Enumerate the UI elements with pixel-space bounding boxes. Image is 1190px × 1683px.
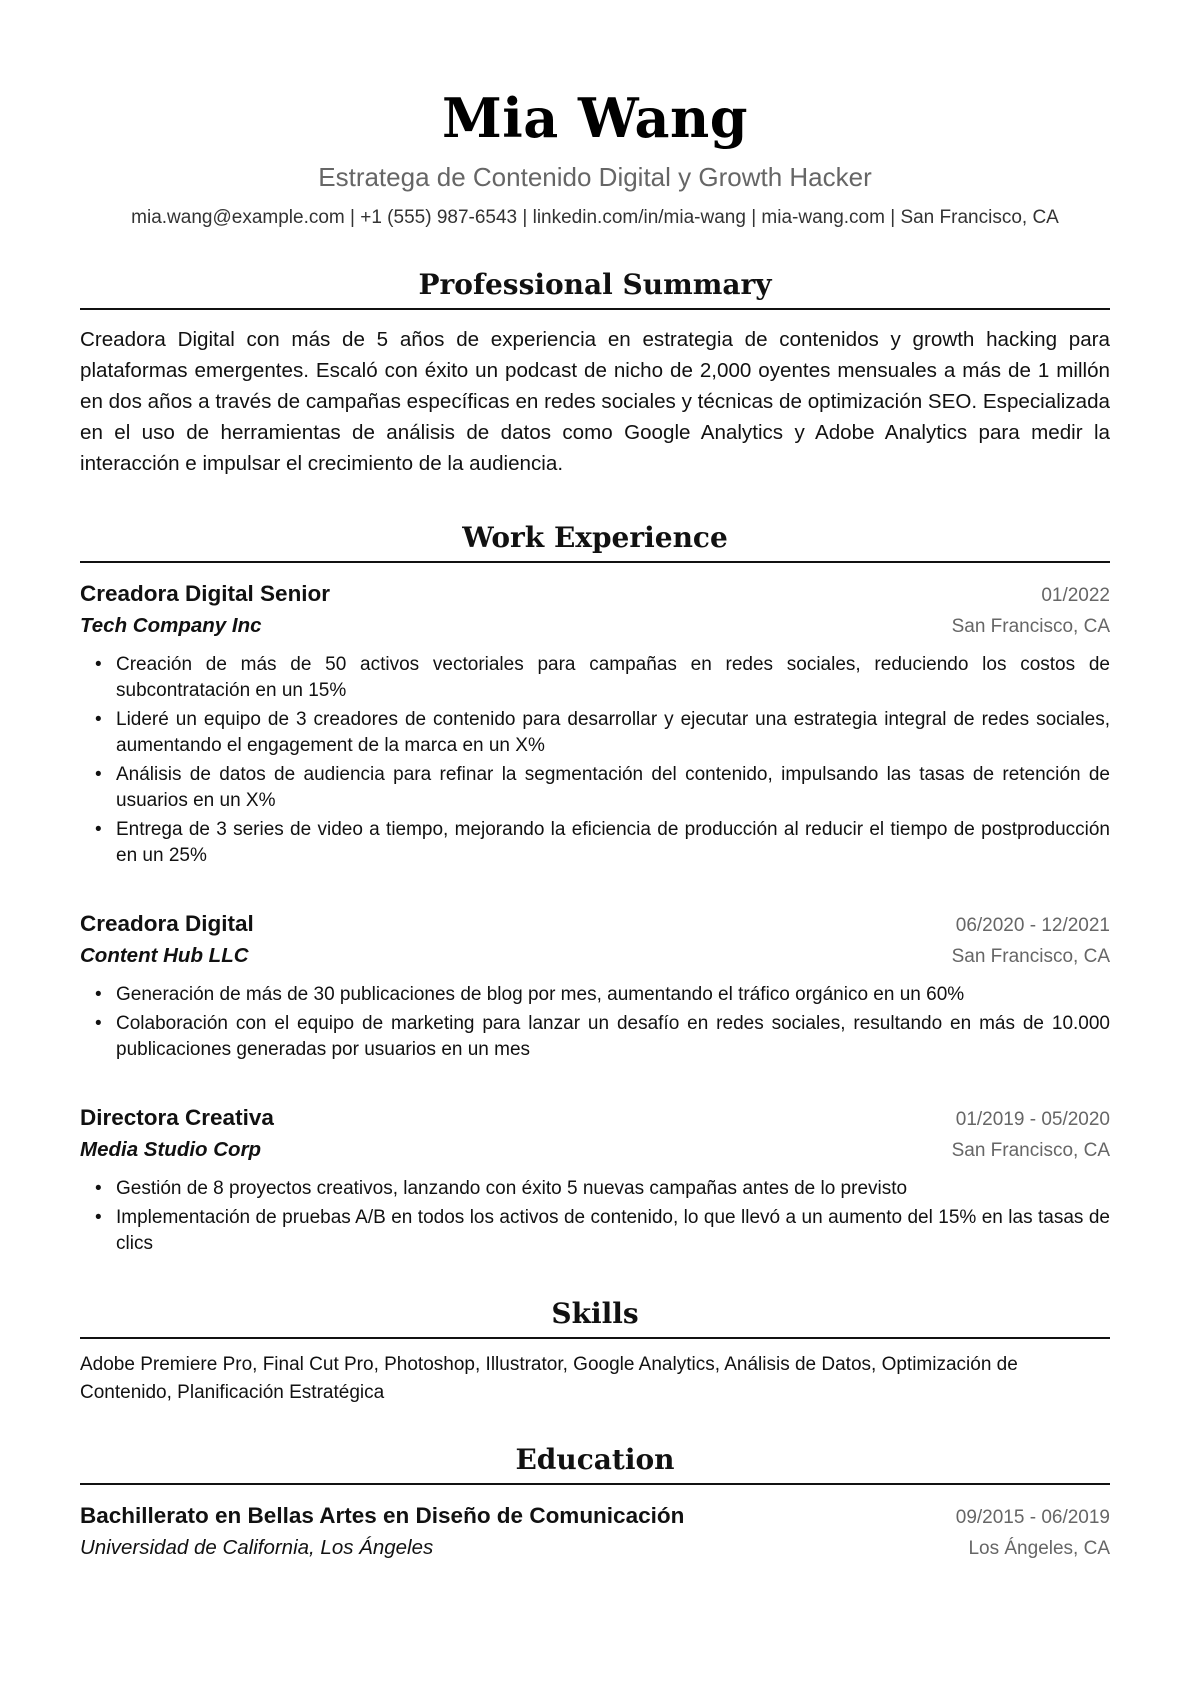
education-location: Los Ángeles, CA <box>968 1538 1110 1559</box>
job-bullet: • Entrega de 3 series de video a tiempo, mejorando la eficiencia de producción al reducir el tiempo de postproducción en un 25% <box>116 817 1110 869</box>
job-bullets <box>80 652 1110 869</box>
job-bullet: • Lideré un equipo de 3 creadores de contenido para desarrollar y ejecutar una estrategia integral de redes sociales, aumentando el engagement de la marca en un X% <box>116 707 1110 759</box>
summary-heading: Professional Summary <box>80 268 1110 310</box>
job-location: San Francisco, CA <box>951 616 1110 637</box>
job-entry <box>80 909 1110 1063</box>
skills-list: Adobe Premiere Pro, Final Cut Pro, Photoshop, Illustrator, Google Analytics, Análisis de Datos, Optimización de Contenido, Planificación Estratégica <box>80 1354 1018 1403</box>
job-title: Creadora Digital Senior <box>80 581 331 606</box>
job-bullet: • Análisis de datos de audiencia para refinar la segmentación del contenido, impulsando las tasas de retención de usuarios en un X% <box>116 762 1110 814</box>
job-date: 01/2022 <box>1041 585 1110 606</box>
job-entry <box>80 579 1110 869</box>
job-bullets <box>80 982 1110 1063</box>
summary-section <box>80 268 1110 479</box>
contact-line: mia.wang@example.com | +1 (555) 987-6543 | linkedin.com/in/mia-wang | mia-wang.com | San Francisco, CA <box>131 207 1059 228</box>
job-bullet: • Colaboración con el equipo de marketing para lanzar un desafío en redes sociales, resultando en más de 10.000 publicaciones generadas por usuarios en un mes <box>116 1011 1110 1063</box>
education-section <box>80 1443 1110 1564</box>
job-title: Creadora Digital <box>80 911 254 936</box>
job-date: 01/2019 - 05/2020 <box>955 1109 1110 1130</box>
job-location: San Francisco, CA <box>951 946 1110 967</box>
education-heading: Education <box>80 1443 1110 1485</box>
job-company: Content Hub LLC <box>80 944 249 967</box>
job-date: 06/2020 - 12/2021 <box>955 915 1110 936</box>
candidate-headline: Estratega de Contenido Digital y Growth Hacker <box>318 162 872 192</box>
education-degree: Bachillerato en Bellas Artes en Diseño de Comunicación <box>80 1503 685 1528</box>
work-heading: Work Experience <box>80 521 1110 563</box>
job-entry <box>80 1103 1110 1257</box>
education-date: 09/2015 - 06/2019 <box>955 1507 1110 1528</box>
job-bullet: • Generación de más de 30 publicaciones de blog por mes, aumentando el tráfico orgánico en un 60% <box>116 982 1110 1008</box>
education-school: Universidad de California, Los Ángeles <box>80 1536 434 1559</box>
work-section <box>80 521 1110 1257</box>
job-bullet: • Implementación de pruebas A/B en todos los activos de contenido, lo que llevó a un aumento del 15% en las tasas de clics <box>116 1205 1110 1257</box>
skills-section <box>80 1297 1110 1407</box>
skills-heading: Skills <box>80 1297 1110 1339</box>
job-bullets <box>80 1176 1110 1257</box>
job-location: San Francisco, CA <box>951 1140 1110 1161</box>
job-bullet: • Creación de más de 50 activos vectoriales para campañas en redes sociales, reduciendo los costos de subcontratación en un 15% <box>116 652 1110 704</box>
candidate-name: Mia Wang <box>441 86 749 150</box>
job-company: Tech Company Inc <box>80 614 262 637</box>
summary-text: Creadora Digital con más de 5 años de experiencia en estrategia de contenidos y growth hacking para plataformas emergentes. Escaló con éxito un podcast de nicho de 2,000 oyentes mensuales a más de 1 millón en dos años a través de campañas específicas en redes sociales y técnicas de optimización SEO. Especializada en el uso de herramientas de análisis de datos como Google Analytics y Adobe Analytics para medir la interacción e impulsar el crecimiento de la audiencia. <box>80 328 1110 475</box>
education-entry <box>80 1501 1110 1564</box>
job-bullet: • Gestión de 8 proyectos creativos, lanzando con éxito 5 nuevas campañas antes de lo previsto <box>116 1176 1110 1202</box>
job-title: Directora Creativa <box>80 1105 274 1130</box>
job-company: Media Studio Corp <box>80 1138 262 1161</box>
